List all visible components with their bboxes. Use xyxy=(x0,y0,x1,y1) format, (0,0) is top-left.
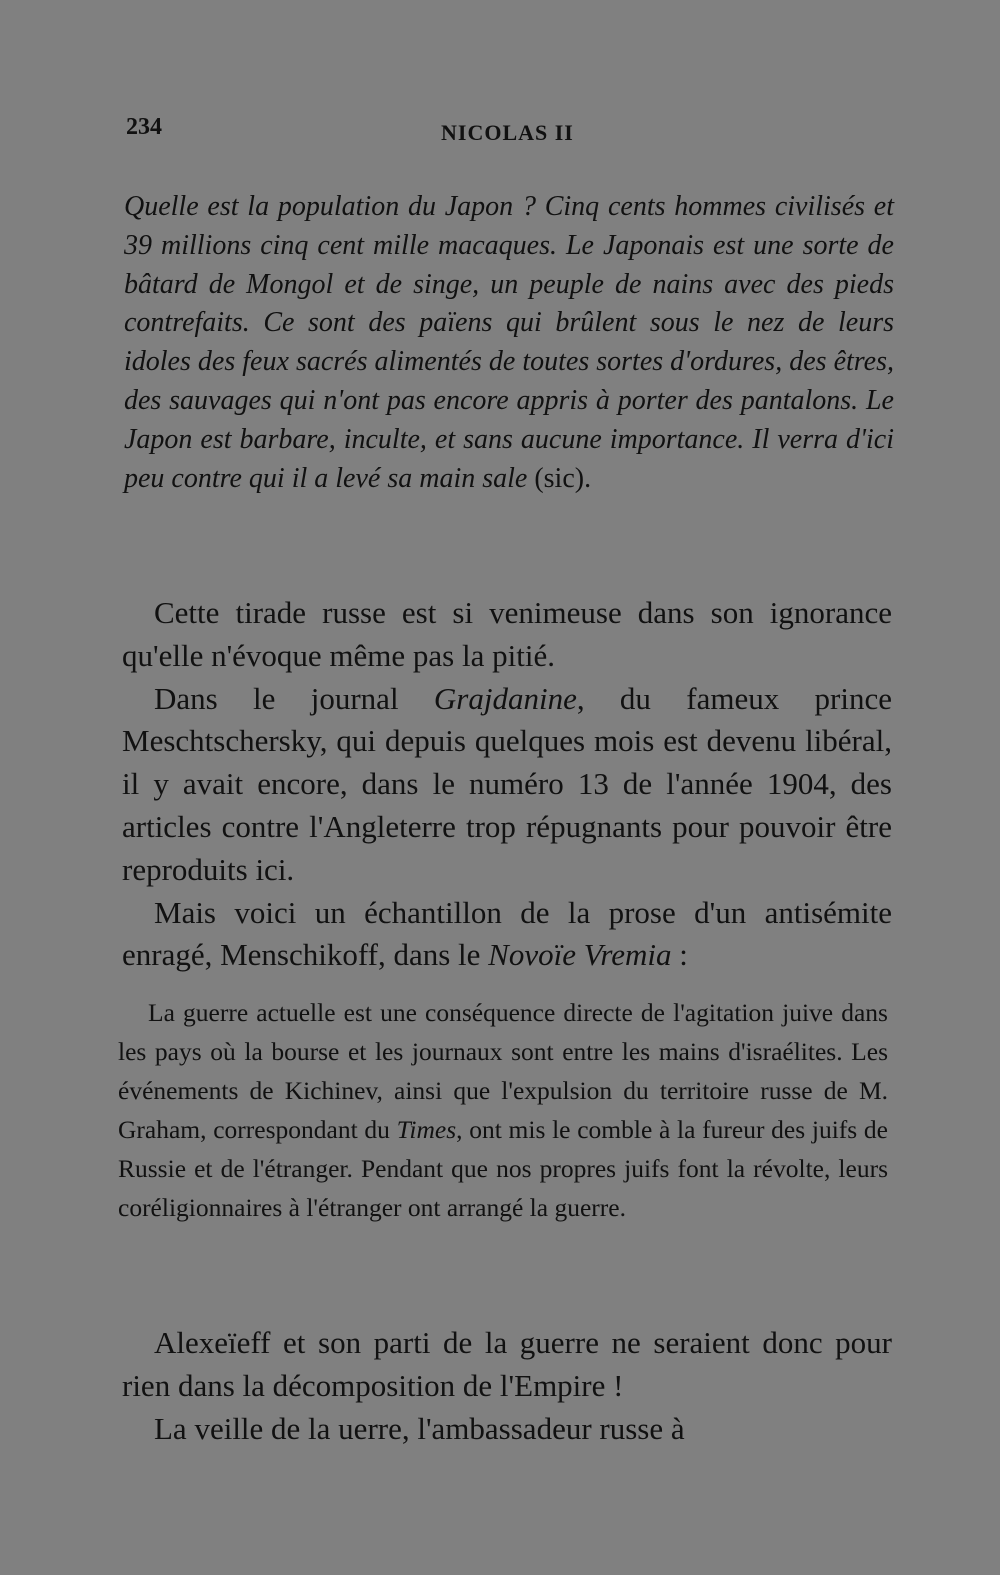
main-text-lower xyxy=(122,1322,892,1450)
sic-note: (sic). xyxy=(534,462,592,494)
running-title: NICOLAS II xyxy=(441,120,574,145)
paragraph-menschikoff: Mais voici un échantillon de la prose d'un antisémite enragé, Menschikoff, dans le Novoïe Vremia : xyxy=(122,894,892,973)
italic-quote xyxy=(124,188,894,498)
page-header xyxy=(126,112,896,152)
main-text-upper xyxy=(122,592,892,977)
page-number: 234 xyxy=(126,114,162,140)
newspaper-title: Times xyxy=(396,1115,457,1144)
quote-text: Quelle est la population du Japon ? Cinq cents hommes civilisés et 39 millions cinq cent mille macaques. Le Japonais est une sorte de bâtard de Mongol et de singe, un peuple de nains avec des pieds contrefaits. Ce sont des païens qui brûlent sous le nez de leurs idoles des feux sacrés alimentés de toutes sortes d'ordures, des êtres, des sauvages qui n'ont pas encore appris à porter des pantalons. Le Japon est barbare, inculte, et sans aucune importance. Il verra d'ici peu contre qui il a levé sa main sale xyxy=(124,191,894,494)
extract-paragraph: La guerre actuelle est une conséquence directe de l'agitation juive dans les pays où la bourse et les journaux sont entre les mains d'israélites. Les événements de Kichinev, ainsi que l'expulsion du territoire russe de M. Graham, correspondant du Times, ont mis le comble à la fureur des juifs de Russie et de l'étranger. Pendant que nos propres juifs font la révolte, leurs coréligionnaires à l'étranger ont arrangé la guerre. xyxy=(118,998,888,1222)
paragraph-tirade: Cette tirade russe est si venimeuse dans son ignorance qu'elle n'évoque même pas la pitié. xyxy=(122,595,892,673)
journal-title: Novoïe Vremia xyxy=(488,937,672,973)
paragraph-grajdanine: Dans le journal Grajdanine, du fameux prince Meschtschersky, qui depuis quelques mois est devenu libéral, il y avait encore, dans le numéro 13 de l'année 1904, des articles contre l'Angleterre trop répugnants pour pouvoir être reproduits ici. xyxy=(122,680,892,887)
journal-title: Grajdanine xyxy=(433,680,577,716)
paragraph-alexeieff: Alexeïeff et son parti de la guerre ne seraient donc pour rien dans la décomposition de l'Empire ! xyxy=(122,1325,892,1403)
paragraph-veille: La veille de la uerre, l'ambassadeur russe à xyxy=(154,1410,685,1446)
quoted-extract xyxy=(118,993,888,1227)
